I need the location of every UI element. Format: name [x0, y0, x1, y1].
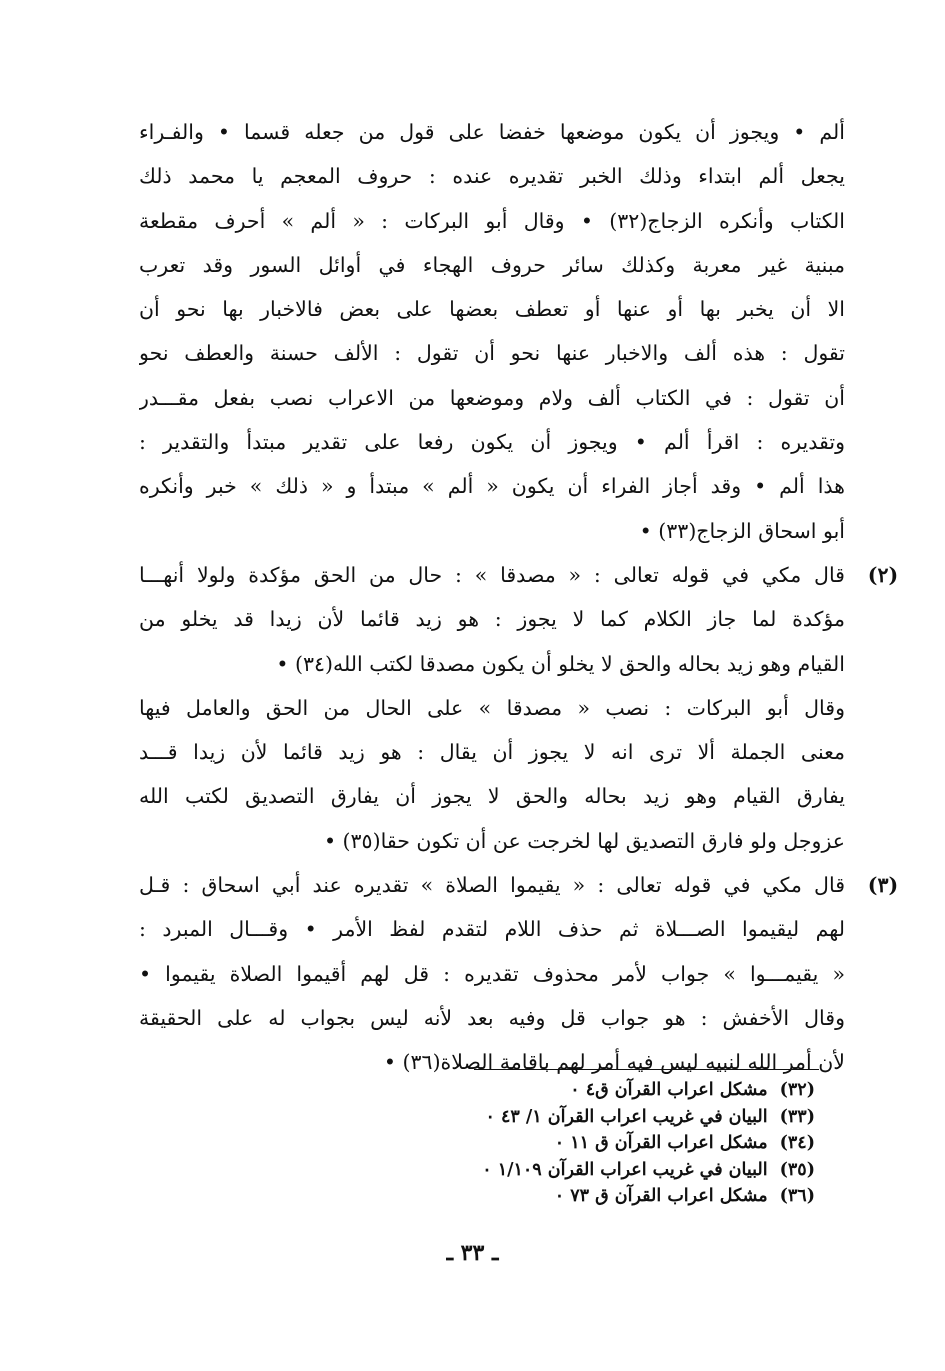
paragraph-line: عزوجل ولو فارق التصديق لها لخرجت عن أن تكون حقا(٣٥) •	[323, 828, 845, 853]
footnote-text: البيان في غريب اعراب القرآن ١/١٠٩ ٠	[482, 1159, 768, 1180]
page-number: ـ ٣٣ ـ	[446, 1240, 499, 1266]
paragraph-line: لهم ليقيموا الصـــلاة ثم حذف اللام لتقدم لفظ الأمر • وقـــال المبرد :	[139, 917, 845, 942]
paragraph-line: قال مكي في قوله تعالى : « مصدقا » : حال من الحق مؤكدة ولولا أنهـــا	[139, 563, 845, 587]
footnote-text: البيان في غريب اعراب القرآن ١/ ٤٣ ٠	[485, 1106, 768, 1127]
footnote-item	[395, 1130, 815, 1157]
paragraph-line: تقول : هذه ألف والاخبار عنها نحو أن تقول : الألف حسنة والعطف نحو	[139, 341, 845, 366]
paragraph-number: (٢)	[867, 563, 899, 587]
footnote-number: (٣٥)	[779, 1159, 815, 1180]
paragraph-line: الكتاب وأنكره الزجاج(٣٢) • وقال أبو البركات : « ألم » أحرف مقطعة	[139, 208, 845, 233]
footnote-text: مشكل اعراب القرآن ق ٧٣ ٠	[554, 1186, 768, 1207]
footnotes	[395, 1077, 815, 1210]
paragraph-line: يجعل ألم ابتداء وذلك الخبر تقديره عنده : حروف المعجم يا محمد ذلك	[139, 164, 845, 189]
paragraph-line: لأن أمر الله لنبيه ليس فيه أمر لهم باقامة الصلاة(٣٦) •	[383, 1050, 845, 1075]
footnote-number: (٣٢)	[779, 1080, 815, 1100]
paragraph-line: الا أن يخبر بها أو عنها أو تعطف بعضها على بعض فالاخبار بها نحو أن	[139, 297, 845, 322]
paragraph-1	[139, 110, 845, 553]
paragraph-line: مبنية غير معربة وكذلك سائر حروف الهجاء في أوائل السور وقد تعرب	[139, 252, 845, 277]
footnote-item	[395, 1183, 815, 1210]
paragraph-line: أبو اسحاق الزجاج(٣٣) •	[639, 518, 845, 543]
footnote-item	[395, 1077, 815, 1104]
paragraph-line: وقال أبو البركات : نصب « مصدقا » على الحال من الحق والعامل فيها	[139, 695, 845, 720]
paragraph-line: معنى الجملة ألا ترى انه لا يجوز أن يقال : هو زيد قائما لأن زيدا قـــد	[139, 740, 845, 765]
footnote-item	[395, 1104, 815, 1131]
footnote-text: مشكل اعراب القرآن ق٤ ٠	[570, 1080, 768, 1100]
paragraph-line: وقال الأخفش : هو جواب قل وفيه بعد لأنه ليس بجواب له على الحقيقة	[139, 1005, 845, 1030]
footnote-item	[395, 1157, 815, 1184]
paragraph-3	[139, 863, 845, 1084]
paragraph-line: هذا ألم • وقد أجاز الفراء أن يكون « ألم » مبتدأ و « ذلك » خبر وأنكره	[139, 474, 845, 499]
paragraph-line: مؤكدة لما جاز الكلام كما لا يجوز : هو زيد قائما لأن زيدا قد يخلو من	[139, 607, 845, 632]
paragraph-line: وتقديره : اقرأ ألم • ويجوز أن يكون رفعا على تقدير مبتدأ والتقدير :	[139, 430, 845, 455]
paragraph-number: (٣)	[867, 873, 899, 897]
paragraph-2	[139, 553, 845, 863]
paragraph-line: ألم • ويجوز أن يكون موضعها خفضا على قول من جعله قسما • والفـراء	[139, 120, 845, 144]
footnote-text: مشكل اعراب القرآن ق ١١ ٠	[554, 1133, 768, 1154]
footnote-number: (٣٦)	[779, 1186, 815, 1207]
paragraph-line: القيام وهو زيد بحاله والحق لا يخلو أن يكون مصدقا لكتب الله(٣٤) •	[276, 651, 845, 676]
paragraph-line: قال مكي في قوله تعالى : « يقيموا الصلاة » تقديره عند أبي اسحاق : قـل	[139, 873, 845, 897]
footnote-number: (٣٣)	[779, 1106, 815, 1127]
paragraph-line: يفارق القيام وهو زيد بحاله والحق لا يجوز أن يفارق التصديق لكتب الله	[139, 784, 845, 809]
paragraph-line: أن تقول : في الكتاب ألف ولام وموضعها من الاعراب نصب بفعل مقـــدر	[139, 385, 845, 410]
paragraph-line: « يقيمـــوا » جواب لأمر محذوف تقديره : قل لهم أقيموا الصلاة يقيموا •	[139, 961, 845, 986]
footnote-number: (٣٤)	[779, 1133, 815, 1154]
footnote-divider	[474, 1069, 819, 1070]
